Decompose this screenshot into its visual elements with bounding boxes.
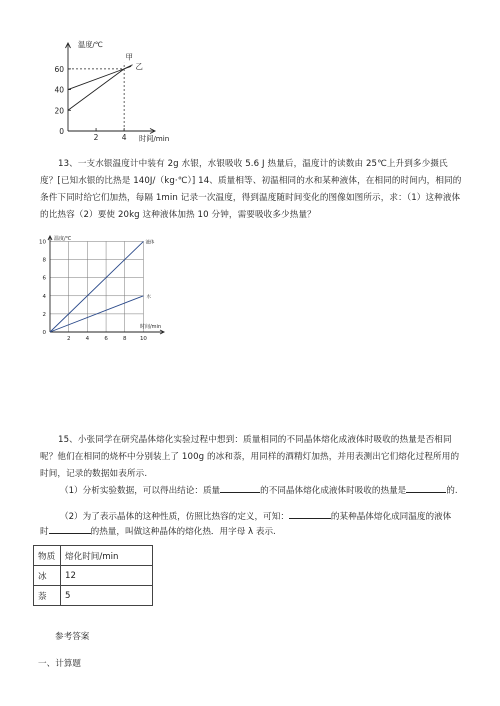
answers-section-1: 一、计算题 xyxy=(38,659,81,669)
q15-part2-text-d: 的热量，叫做这种晶体的熔化热．用字母 λ 表示. xyxy=(90,527,276,537)
q15-blank-3[interactable] xyxy=(289,509,331,519)
y-axis-label: 温度/℃ xyxy=(78,40,103,49)
y-tick-label: 60 xyxy=(54,64,64,74)
melting-time-table xyxy=(33,545,153,606)
table-cell: 冰 xyxy=(34,566,61,586)
y-tick-label: 8 xyxy=(42,257,46,264)
answers-title: 参考答案 xyxy=(55,632,90,642)
x-tick-label: 4 xyxy=(121,133,127,142)
x-axis-label: 时间/min xyxy=(140,324,162,330)
x-tick-label: 8 xyxy=(123,336,127,342)
question-15-intro: 15、小张同学在研究晶体熔化实验过程中想到：质量相同的不同晶体熔化成液体时吸收的热量是否相同呢？他们在相同的烧杯中分别装上了 100g 的冰和萘，用同样的酒精灯加热，并用表测出它们熔化过程所用的时间，记录的数据如表所示. xyxy=(40,435,460,479)
y-axis-label: 温度/℃ xyxy=(54,236,72,242)
y-tick-label: 6 xyxy=(42,275,46,282)
y-tick-label: 40 xyxy=(54,85,64,95)
table-row xyxy=(34,586,153,606)
x-tick-label: 4 xyxy=(85,336,90,342)
series-label-yi: 乙 xyxy=(135,61,143,71)
q15-blank-4[interactable] xyxy=(49,524,91,534)
q15-part2-text-c: 时 xyxy=(40,527,49,537)
x-axis-label: 时间/min xyxy=(139,134,170,143)
q15-blank-1[interactable] xyxy=(220,483,260,493)
y-tick-label: 2 xyxy=(42,311,46,318)
q15-part2-text-b: 的某种晶体熔化成同温度的液体 xyxy=(330,512,452,522)
table-cell: 12 xyxy=(61,566,153,586)
series-label-jia: 甲 xyxy=(125,52,134,62)
q15-part1-text-a: （1）分析实验数据，可以得出结论：质量 xyxy=(60,486,221,496)
y-tick-label: 4 xyxy=(42,293,46,300)
x-tick-label: 6 xyxy=(104,336,108,342)
table-header-cell: 物质 xyxy=(34,546,61,566)
question-15-part-1 xyxy=(60,483,458,497)
q15-blank-2[interactable] xyxy=(406,483,446,493)
q15-part2-text-a: （2）为了表示晶体的这种性质，仿照比热容的定义，可知： xyxy=(60,512,289,522)
x-tick-label: 2 xyxy=(66,336,71,342)
table-header-row xyxy=(34,546,153,566)
y-tick-label: 20 xyxy=(54,106,64,116)
y-tick-label: 0 xyxy=(42,330,46,336)
question-15-part-2-cont xyxy=(40,524,276,538)
series-label-water: 水 xyxy=(146,294,151,300)
table-cell: 萘 xyxy=(34,586,61,606)
y-tick-label: 0 xyxy=(59,127,64,136)
y-tick-label: 10 xyxy=(39,239,46,246)
table-cell: 5 xyxy=(61,586,153,606)
x-tick-label: 2 xyxy=(93,133,99,142)
table-row xyxy=(34,566,153,586)
q15-part1-text-b: 的不同晶体熔化成液体时吸收的热量是 xyxy=(260,486,407,496)
table-header-cell: 熔化时间/min xyxy=(61,546,153,566)
x-tick-label: 10 xyxy=(139,336,147,342)
q15-part1-text-c: 的. xyxy=(446,486,458,496)
series-line-0 xyxy=(50,241,143,332)
question-13-14-text: 13、一支水银温度计中装有 2g 水银，水银吸收 5.6 J 热量后，温度计的读数由 25℃上升到多少摄氏度？[已知水银的比热是 140J/（kg·℃）] 14、质量相等、初温相同的水和某种液体，在相同的时间内，相同的条件下同时给它们加热，每隔 1min 记录一次温度，得到温度随时间变化的图像如图所示，求：（1）这种液体的比热容（2）要使 20kg 这种液体加热 10 分钟，需要吸收多少热量？ xyxy=(40,159,462,220)
question-15-part-2 xyxy=(60,509,451,523)
series-label-liquid: 液体 xyxy=(145,240,155,246)
